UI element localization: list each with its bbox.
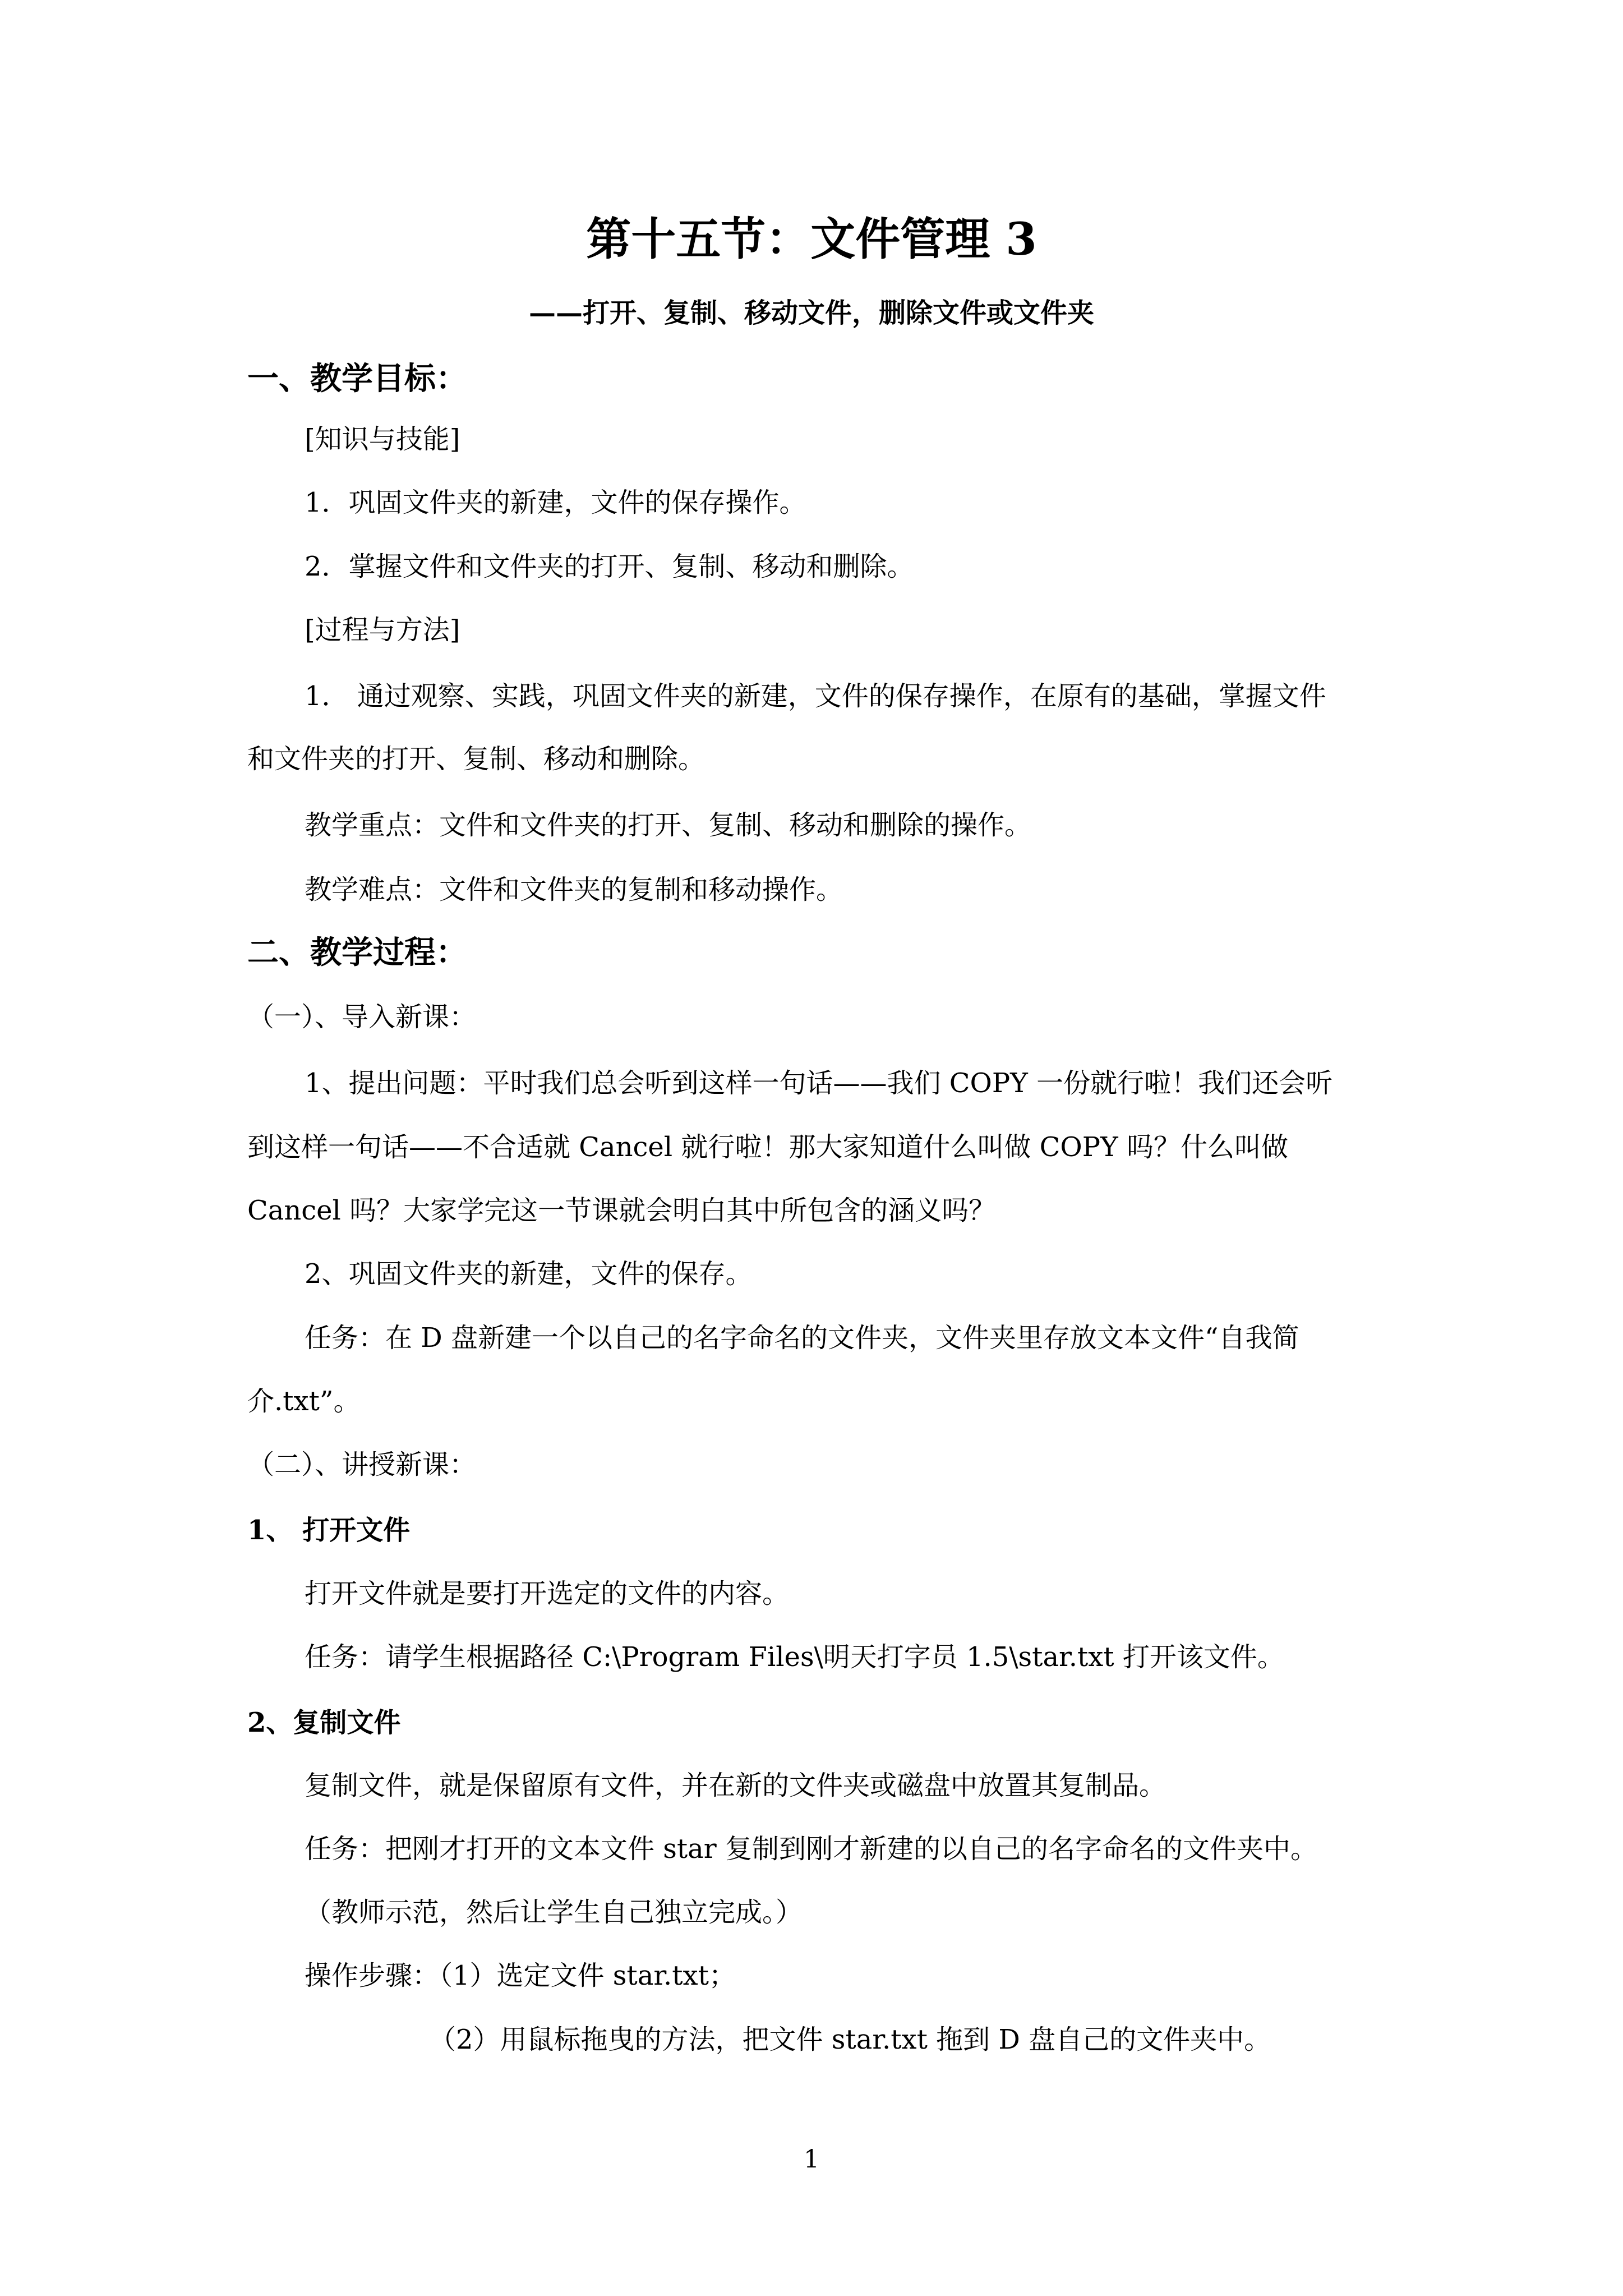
process-item-line-1: 1． 通过观察、实践，巩固文件夹的新建，文件的保存操作，在原有的基础，掌握文件: [305, 680, 1326, 712]
objective-item-2: 2．掌握文件和文件夹的打开、复制、移动和删除。: [305, 551, 914, 582]
intro-paragraph-line-1: 1、提出问题：平时我们总会听到这样一句话——我们 COPY 一份就行啦！我们还会听: [305, 1068, 1333, 1099]
teaching-difficulty: 教学难点：文件和文件夹的复制和移动操作。: [305, 874, 843, 905]
section-heading-objectives: 一、教学目标：: [247, 360, 467, 397]
topic-heading-copy-file: 2、复制文件: [247, 1707, 401, 1738]
section-heading-process: 二、教学过程：: [247, 934, 467, 971]
task-line-2: 介.txt”。: [247, 1386, 361, 1417]
consolidate-item: 2、巩固文件夹的新建，文件的保存。: [305, 1258, 753, 1290]
copy-file-task: 任务：把刚才打开的文本文件 star 复制到刚才新建的以自己的名字命名的文件夹中。: [305, 1833, 1318, 1865]
page-number: 1: [804, 2145, 819, 2174]
knowledge-skills-label: [知识与技能]: [305, 424, 460, 455]
copy-file-note: （教师示范，然后让学生自己独立完成。）: [305, 1897, 803, 1928]
task-line-1: 任务：在 D 盘新建一个以自己的名字命名的文件夹，文件夹里存放文本文件“自我简: [305, 1322, 1299, 1354]
topic-heading-open-file: 1、 打开文件: [247, 1515, 411, 1546]
page-subtitle: ——打开、复制、移动文件，删除文件或文件夹: [528, 297, 1094, 329]
open-file-task: 任务：请学生根据路径 C:\Program Files\明天打字员 1.5\star.txt 打开该文件。: [305, 1641, 1284, 1673]
process-item-line-2: 和文件夹的打开、复制、移动和删除。: [247, 743, 706, 775]
subsection-heading-new-lesson: （二）、讲授新课：: [247, 1449, 477, 1480]
teaching-key-point: 教学重点：文件和文件夹的打开、复制、移动和删除的操作。: [305, 809, 1032, 841]
copy-step-2: （2）用鼠标拖曳的方法，把文件 star.txt 拖到 D 盘自己的文件夹中。: [429, 2024, 1271, 2055]
intro-paragraph-line-3: Cancel 吗？大家学完这一节课就会明白其中所包含的涵义吗？: [247, 1195, 996, 1226]
objective-item-1: 1．巩固文件夹的新建，文件的保存操作。: [305, 487, 806, 518]
process-method-label: [过程与方法]: [305, 614, 460, 646]
open-file-description: 打开文件就是要打开选定的文件的内容。: [305, 1578, 790, 1609]
intro-paragraph-line-2: 到这样一句话——不合适就 Cancel 就行啦！那大家知道什么叫做 COPY 吗？什么叫做: [247, 1131, 1288, 1163]
copy-file-description: 复制文件，就是保留原有文件，并在新的文件夹或磁盘中放置其复制品。: [305, 1770, 1166, 1801]
copy-step-1: 操作步骤：（1）选定文件 star.txt；: [305, 1960, 736, 1991]
page-title: 第十五节：文件管理 3: [586, 213, 1037, 265]
subsection-heading-intro: （一）、导入新课：: [247, 1001, 477, 1033]
